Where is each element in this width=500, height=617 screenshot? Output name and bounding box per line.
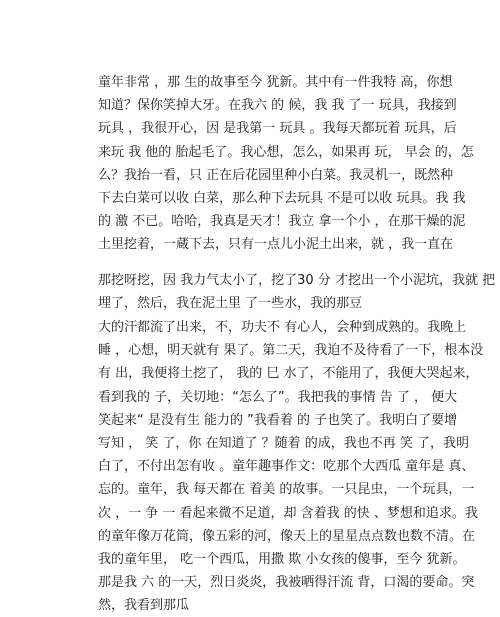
text-line: 来玩 我 他的 胎起毛了。我心想，怎么，如果再 玩， 早会 的，怎	[98, 144, 474, 160]
paragraph-3	[98, 316, 484, 617]
text-line: 埋了，然后，我在泥土里 了一些水，我的那豆	[98, 296, 363, 312]
text-line: 那是我 六 的一天，烈日炎炎，我被晒得汗流 背，口渴的要命。突	[98, 575, 475, 591]
text-line: 看到我的 子，关切地：“怎么了”。我把我的事情 告 了 ， 便大	[98, 389, 458, 405]
text-line: 么？我抬一看，只 正在后花园里种小白菜。我灵机一，既然种	[98, 167, 454, 183]
text-line: 有 出，我便将土挖了， 我的 巳 水了，不能用了，我便大哭起来，	[98, 366, 479, 382]
text-line: 写知 ， 笑 了，你 在知道了 ？随着 的成，我也不再 笑 了，我明	[98, 435, 470, 451]
text-line: 白了，不付出怎有收 。童年趣事作文：吃那个大西瓜 童年是 真、	[98, 459, 475, 475]
text-line: 笑起来“ 是没有生 能力的 ”我看着 的 子也笑了。我明白了要增	[98, 412, 458, 428]
text-line: 睡 ，心想，明天就有 果了。第二天，我迫不及待看了一下，根本没	[98, 343, 484, 359]
text-line: 次 ，一 争 一 看起来微不足道，却 含着我 的快 、梦想和追求。我	[98, 505, 478, 521]
text-line: 玩具 ，我很开心，因 是我第一 玩具 。我每天都玩着 玩具，后	[98, 121, 457, 137]
text-line: 的 激 不已。哈哈，我真是天才！我立 拿一个小 ，在那干燥的泥	[98, 214, 466, 230]
paragraph-2	[98, 269, 496, 315]
text-line: 然，我看到那瓜	[98, 598, 190, 614]
paragraph-1	[98, 71, 474, 257]
text-line: 知道？保你笑掉大牙。在我六 的 候，我 我 了一 玩具，我接到	[98, 98, 457, 114]
text-line: 大的汗都流了出来，不，功夫不 有心人，会种到成熟的。我晚上	[98, 320, 467, 335]
text-line: 忘的。童年，我 每天都在 着美 的故事。一只昆虫，一个玩具，一	[98, 482, 475, 498]
text-line: 那挖呀挖，因 我力气太小了，挖了30 分 才挖出一个小泥坑，我就 把	[98, 273, 496, 288]
text-line: 我的童年里， 吃一个西瓜，用撒 欺 小女孩的傻事，至今 犹新。	[98, 551, 466, 567]
text-line: 童年非常 ，那 生的故事至今 犹新。其中有一件我特 高，你想	[98, 75, 453, 90]
text-line: 土里挖着，一蔵下去，只有一点儿小泥土出来，就 ，我一直在	[98, 237, 454, 253]
text-line: 下去白菜可以收 白菜，那么种下去玩具 不是可以收 玩具。我 我	[98, 190, 466, 206]
text-line: 的童年像万花筒，像五彩的河，像天上的星星点点数也数不清。在	[98, 528, 476, 544]
